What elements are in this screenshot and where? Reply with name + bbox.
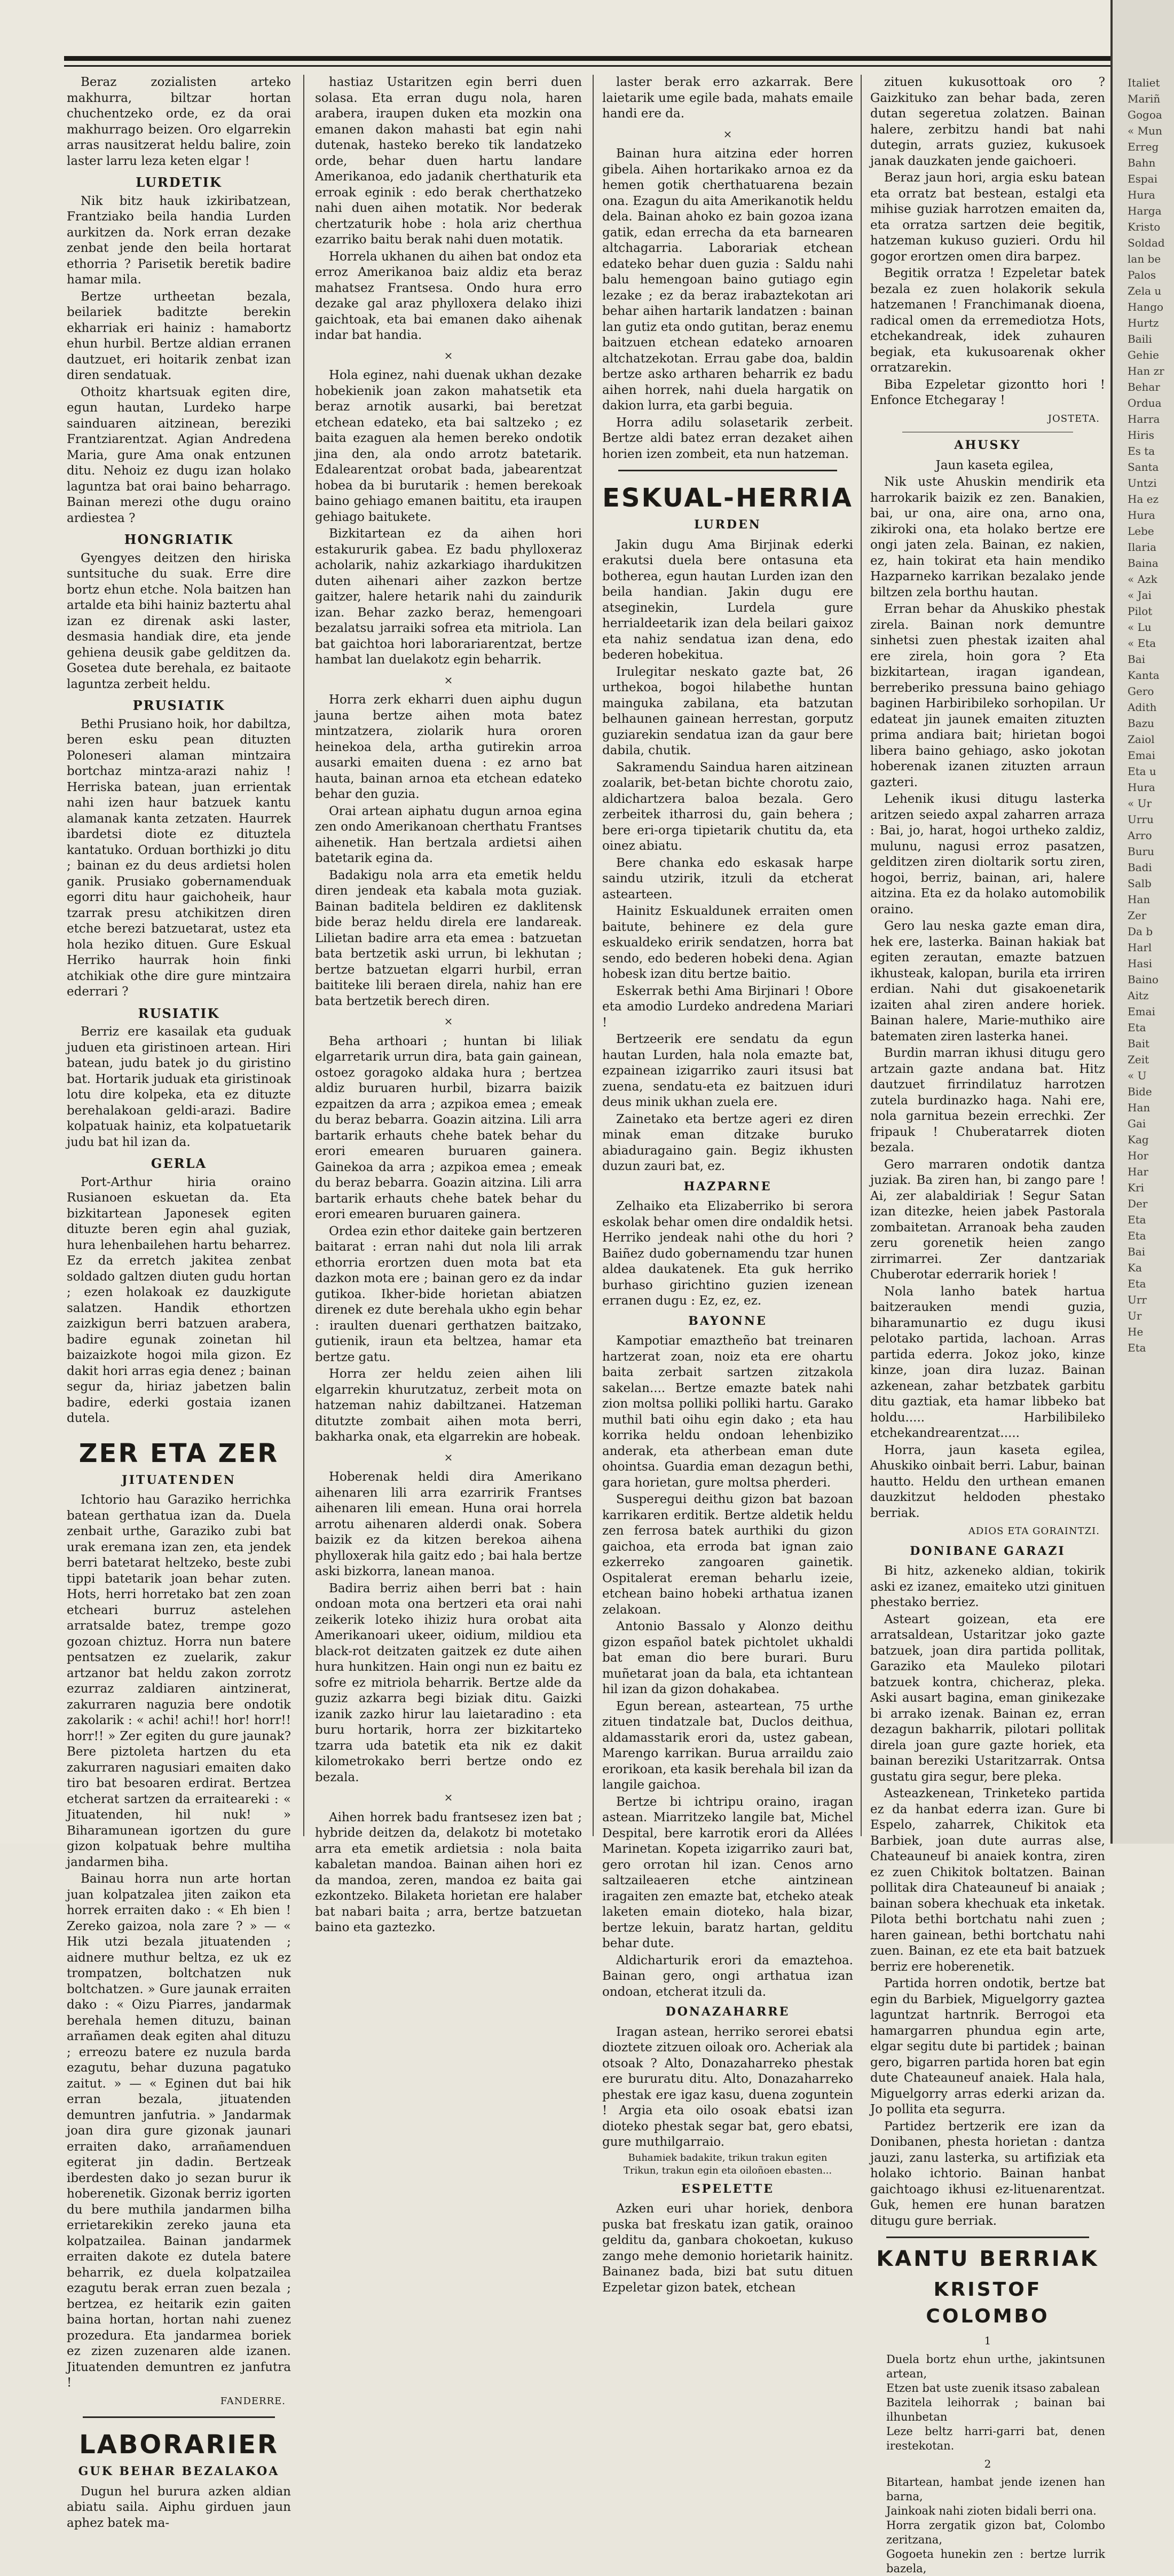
adjacent-word: Soldad xyxy=(1128,236,1165,249)
adjacent-word: « Jai xyxy=(1128,589,1152,602)
adjacent-word: Kristo xyxy=(1128,220,1161,233)
adjacent-word: Zer xyxy=(1128,909,1147,922)
separator-cross: × xyxy=(444,1450,453,1464)
adjacent-word: Arro xyxy=(1128,829,1152,842)
adjacent-word: lan be xyxy=(1128,252,1161,265)
signature-adios: ADIOS ETA GORAINTZI. xyxy=(968,1526,1100,1537)
adjacent-word: « Azk xyxy=(1128,573,1157,586)
column-rule xyxy=(303,75,304,1836)
article-paragraph: Orai artean aiphatu dugun arnoa egina zen ondo Amerikanoan cherthatu Frantses aihenetik. Han bertzala ardietsi aihen batetarik egina da. xyxy=(315,804,582,865)
section-title-eskual-herria: ESKUAL-HERRIA xyxy=(602,483,853,513)
heading-hazparne: HAZPARNE xyxy=(683,1179,772,1194)
espelette-paragraph: Beraz jaun hori, argia esku batean eta orratz bat bestean, estalgi eta mihise guziak harrotzen emaiten da, eta orratza sartzen deie begitik, hatzeman kukuso guzieri. Ordu hil gogor erortzen omen dira barpez. xyxy=(870,171,1105,264)
donibane-paragraph: Asteart goizean, eta ere arratsaldean, Ustaritzar joko gazte batzuek, joan dira partida pollitak, Garaziko eta Mauleko pilotari batzuek kontra, chicheraz, pleka. Aski ausart bagina, eman ginikezake bi arrako izenak. Bainan ez, erran dezagun bakharrik, pilotari pollitak direla joan gure gazte horiek, eta bainan bereziki Ustaritzarrak. Ontsa gustatu gira segur, bere pleka. xyxy=(870,1612,1105,1784)
adjacent-word: Kag xyxy=(1128,1133,1149,1146)
adjacent-word: « U xyxy=(1128,1069,1147,1082)
section-title-laborarier: LABORARIER xyxy=(79,2430,279,2460)
ahusky-paragraph: Horra, jaun kaseta egilea, Ahuskiko oinbait berri. Labur, bainan hautto. Heldu den urthean emanen dauzkitzut heldoden phestako berriak. xyxy=(870,1443,1105,1520)
article-paragraph: Badakigu nola arra eta emetik heldu diren jendeak eta kabala mota guziak. Bainan baditela beldiren ez daklitensk bide beraz heldu direla ere landareak. Lilietan badire arra eta emea : batzuetan bata bertzetik aski urrun, bi lekhutan ; bertze batzuetan elgarri hurbil, erran baititeke lili beraen direla, nahiz han ere bata bertzetik berech diren. xyxy=(315,868,582,1008)
section-title-kantu-berriak: KANTU BERRIAK xyxy=(876,2247,1099,2271)
lurden-paragraph: Bertzeerik ere sendatu da egun hautan Lurden, hala nola emazte bat, ezpainean izigarriko zauri itsusi bat zuena, sendatu-eta ez baitzuen iduri deus minik ukhan zuela ere. xyxy=(602,1032,853,1109)
lurdetik-paragraph: Bertze urtheetan bezala, beilariek baditzte berekin ekharriak eri hainiz : hamabortz ehun hurbil. Bertze aldian erranen dautzuet, eri hoitarik zenbat izan diren sendatuak. xyxy=(67,289,291,382)
heading-lurden: LURDEN xyxy=(694,518,761,532)
adjacent-word: « Ur xyxy=(1128,797,1152,810)
lurden-paragraph: Eskerrak bethi Ama Birjinari ! Obore eta amodio Lurdeko andredena Mariari ! xyxy=(602,984,853,1030)
adjacent-word: Untzi xyxy=(1128,477,1157,489)
adjacent-word: He xyxy=(1128,1325,1144,1338)
top-rule-thin xyxy=(64,65,1137,67)
adjacent-word: Har xyxy=(1128,1165,1148,1178)
adjacent-word: Hura xyxy=(1128,188,1155,201)
adjacent-word: Hasi xyxy=(1128,957,1153,970)
adjacent-word: Behar xyxy=(1128,381,1160,393)
song-verse: Bitartean, hambat jende izenen han barna, Jainkoak nahi zioten bidali berri ona. Horra zergatik gizon bat, Colombo zeritzana, Gogoeta hunekin zen : bertze lurrik bazela, xyxy=(886,2476,1105,2575)
adjacent-word: Hiris xyxy=(1128,429,1155,441)
prusiatik-paragraph: Bethi Prusiano hoik, hor dabiltza, beren esku pean dituzten Poloneseri alaman mintzaira bortchaz mintza-arazi nahiz ! Herriska batean, juan errientak nahi izen haur batzuek kantu alamanak kanta zetzaten. Haurrek ibardetsi diote ez dituztela kantatuko. Orduan borthizki jo ditu ; bainan ez du deus ardietsi holen ganik. Prusiako gobernamenduak egorri ditu haur gaichoheik, haur tzarrak presu atchikitzen diren etche berezi batzuetarat, ustez eta hola heziko dituen. Gure Eskual Herriko haurrak hoin finki atchikiak othe dire gure mintzaira ederrari ? xyxy=(67,717,291,999)
column-3 xyxy=(602,75,854,2295)
heading-lurdetik: LURDETIK xyxy=(136,175,222,190)
adjacent-word: Eta xyxy=(1128,1213,1146,1226)
separator-cross: × xyxy=(723,127,732,140)
article-paragraph: Bainan hura aitzina eder horren gibela. Aihen hortarikako arnoa ez da hemen gotik cherthatuarena bezain ona. Ezagun du aita Amerikanotik heldu dela. Bainan ahoko ez bain gozoa izana gatik, edan errecha da eta barnearen altchagarria. Laborariak etchean edateko behar duen guzia : Saldu nahi balu hemengoan baino gutiago egin lezake ; ez da beraz irabaztekotan ari behar aihen hartarik landatzen : bainan lan gutiz eta ondo gutitan, beraz enemu baitzuen etchean edateko arnoaren altchatzekotan. Errau gabe doa, baldin bertze asko artharen beharrik ez badu aihen horrek, nahi duela hargatik on dakion lurra, eta garbi beguia. xyxy=(602,147,853,413)
column-2 xyxy=(315,75,582,1934)
rusiatik-paragraph: Berriz ere kasailak eta guduak juduen eta giristinoen artean. Hiri batean, judu batek jo du giristino bat. Hortarik juduak eta giristinoak lotu dire kolpeka, eta ez dituzte berehalakoan geldi-arazi. Badire kolpatuak hainiz, eta kolpatuetarik judu bat hil izan da. xyxy=(67,1025,291,1149)
heading-espelette: ESPELETTE xyxy=(681,2182,774,2196)
separator-cross: × xyxy=(444,349,453,362)
ahusky-paragraph: Gero lau neska gazte eman dira, hek ere, lasterka. Bainan hakiak bat egiten zerautan, emazte batzuen ikhusteak, kalopan, burila eta irriren erdian. Nahi dut gisakoenetarik izaiten ahal ziren andere horiek. Bainan halere, Marie-muthiko aire batematen ziren lasterka hanei. xyxy=(870,919,1105,1044)
adjacent-word: Baili xyxy=(1128,333,1152,345)
adjacent-word: Salb xyxy=(1128,877,1152,890)
adjacent-word: Eta u xyxy=(1128,765,1156,778)
verse-number: 1 xyxy=(984,2334,991,2347)
adjacent-word: Urr xyxy=(1128,1293,1147,1306)
heading-donibane-garazi: DONIBANE GARAZI xyxy=(910,1544,1066,1558)
adjacent-word: Harga xyxy=(1128,204,1162,217)
adjacent-word: Bahn xyxy=(1128,156,1156,169)
adjacent-word: Gogoa xyxy=(1128,108,1162,121)
donibane-paragraph: Partidez bertzerik ere izan da Donibanen, phesta horietan : dantza jauzi, zanu lasterka, su artifiziak eta holako ichtorio. Bainan hanbat gaichtoago ikhusi ez-lituenarentzat. Guk, hemen ere hunan baratzen ditugu gure berriak. xyxy=(870,2119,1105,2228)
adjacent-word: Der xyxy=(1128,1197,1148,1210)
article-paragraph: Horra zerk ekharri duen aiphu dugun jauna bertze aihen mota batez mintzatzera, ziolarik hura ororen heinekoa dela, artha gutirekin arroa ausarki emaiten duena : ez arno bat hauta, bainan arnoa eta etchean edateko behar den guzia. xyxy=(315,693,582,801)
gerla-paragraph: Port-Arthur hiria oraino Rusianoen eskuetan da. Eta bizkitartean Japonesek egiten dituzte beren egin ahal guziak, hura lehenbailehen hartu beharrez. Ez da erretch jakitea zenbat soldado galtzen diuten gudu hortan ; ezen holakoak ez dauzkigute salatzen. Handik ethortzen zaizkigun berri batzuen arabera, badire egunak zoinetan hil baizaizkote hogoi mila gizon. Ez dakit hori arras egia denez ; bainan segur da, hiriaz jabetzen balin badire, ederki gostaia izanen dutela. xyxy=(67,1175,291,1425)
donazaharre-paragraph: Iragan astean, herriko serorei ebatsi dioztete zitzuen oiloak oro. Acheriak ala otsoak ? Alto, Donazaharreko phestak ere bururatu ditu. Alto, Donazaharreko phestak ere igaz kasu, duena zoguntein ! Argia eta oilo osoak ebatsi izan dioteko phestak segar bat, gero ebatsi, gure muthilgarraio. xyxy=(602,2025,853,2149)
separator-cross: × xyxy=(444,673,453,686)
heading-rusiatik: RUSIATIK xyxy=(138,1005,220,1021)
adjacent-word: Badi xyxy=(1128,861,1152,874)
adjacent-word: Baina xyxy=(1128,557,1159,570)
bayonne-paragraph: Kampotiar emaztheño bat treinaren hartzerat zoan, noiz eta ere ohartu baita zerbait sartzen zitzakola sakelan.... Bertze emazte batek nahi zion moltsa polliki polliki hartu. Garako muthil bati oihu egin dako ; eta hau korrika heldu ondoan lehenbiziko anderak, eta atherbean eman dute ohointsa. Guardia eman dezagun bethi, gara horietan, gure moltsa pherderi. xyxy=(602,1334,853,1490)
article-paragraph: hastiaz Ustaritzen egin berri duen solasa. Eta erran dugu nola, haren arabera, iraupen duken eta mozkin ona emanen dakon mahasti bat egin nahi dutenak, hasteko bereko tik landatzeko orde, behar duen hartu landare Amerikanoa, edo jadanik cherthaturik eta erroak eginik : edo berak cherthatzeko nahi duen aihen motatik. Nor bederak chertzaturik hobe : hola ariz cherthua ezarriko baitu berak nahi duen motatik. xyxy=(315,75,582,247)
adjacent-word: Baino xyxy=(1128,973,1159,986)
article-paragraph: Badira berriz aihen berri bat : hain ondoan mota ona bertzeri eta orai nahi zeikerik loteko ihiziz hura orobat aita Amerikanoari ukeer, oidium, mildiou eta black-rot deitzaten gaitzek ez dute aihen hura hunkitzen. Hain ongi nun ez baitu ez sofre ez mitriola beharrik. Bertze alde da guziz azkarra begi biziak ditu. Gaizki izanik zazko hirur lau laietaradino : eta buru hortarik, horra zer bizkitarteko tzarra uda batetik eta nik ez dakit kilometrokako berri bertze ondo ez bezala. xyxy=(315,1581,582,1784)
ahusky-paragraph: Nik uste Ahuskin mendirik eta harrokarik baizik ez zen. Banakien, bai, ur ona, aire ona, arno ona, zikiroki ona, eta holako bertze ere ongi jaten zela. Bainan, ez nakien, ez, hain tokirat eta hain mendiko Hazparneko karrikan bezalako jende biltzen zela borthu hautan. xyxy=(870,475,1105,599)
hazparne-paragraph: Zelhaiko eta Elizaberriko bi serora eskolak behar omen dire ondaldik hetsi. Herriko jendeak nahi othe du hori ? Baiñez dudo gobernamendu tzar hunen aldea daukatenek. Eta guk herriko burhaso girichtino guzien izenean erranen dugu : Ez, ez, ez. xyxy=(602,1199,853,1308)
adjacent-word: Gero xyxy=(1128,685,1154,698)
divider xyxy=(83,2416,275,2418)
adjacent-page-strip xyxy=(1110,0,1174,1844)
article-paragraph: Bizkitartean ez da aihen hori estakururik gabea. Ez badu phylloxeraz acholarik, nahiz azkarkiago ihardukitzen duten aihenari aiher zazkon bertze gaitzer, halere hetarik nahi du zaindurik izan. Behar zazko beraz, hemengoari bezalatsu jarraiki sofrea eta mitriola. Lan bat gaichtoa hori laborariarentzat, bertze hambat lan duelakotz egin beharrik. xyxy=(315,527,582,667)
jituatenden-paragraph: Ichtorio hau Garaziko herrichka batean gerthatua izan da. Duela zenbait urthe, Garaziko zubi bat urak eremana izan zen, eta jendek berri batetarat heltzeko, beste zubi tippi batetarik joan behar zuten. Hots, herri horretako bat zen zoan etcheari burruz astelehen arratsalde batez, trempe gozo gozoan chiztuz. Horra nun batere pentsatzen ez zuelarik, zakur artzanor bat heldu zakon zorrotz ezurraz zaldiaren aintzinerat, zakurraren naguzia bere ondotik zakolarik : « achi! achi!! hor! horr!! horr!! » Zer egiten du gure jaunak? Bere piztoleta hartzen du eta zakurraren nagusiari emaiten dako tiro bat besoaren erdirat. Bertzea etcherat sartzen da erraiteareki : « Jituatenden, hil nuk! » Biharamunean igortzen du gure gizon kolpatuak behre multiha jandarmen biha. xyxy=(67,1493,291,1869)
adjacent-word: Harra xyxy=(1128,413,1160,425)
heading-jituatenden: JITUATENDEN xyxy=(122,1473,236,1487)
espelette-paragraph: zituen kukusottoak oro ? Gaizkituko zan behar bada, zeren dutan segeretua zolatzen. Bainan halere, zerbitzu handi bat nahi dutegin, arrats guziez, kukusoek janak dauzkaten jende gaichoeri. xyxy=(870,75,1105,168)
article-paragraph: Horra zer heldu zeien aihen lili elgarrekin khurutzatuz, zerbeit mota on hatzeman nahiz dabiltzanei. Hatzeman ditutzte zombait aihen mota berri, bakharka onak, eta elgarrekin are hobeak. xyxy=(315,1367,582,1444)
ahusky-paragraph: Gero marraren ondotik dantza juziak. Ba ziren han, bi zango pare ! Ai, zer alabaldiriak ! Segur Satan izan ditezke, heien jabek Pastorala zombaitetan. Arranoak beha zauden zeru gorenetik heien zango zirrimarrei. Zer dantzariak Chuberotar ederrarik horiek ! xyxy=(870,1157,1105,1282)
verse-quote: Buhamiek badakite, trikun trakun egiten Trikun, trakun egin eta oiloñoen ebasten... xyxy=(623,2152,832,2176)
ahusky-paragraph: Erran behar da Ahuskiko phestak zirela. Bainan nork demuntre sinhetsi zuen phestak izaiten ahal ere zirela, hoin gora ? Eta bizkitartean, iragan igandean, berreberiko pressuna baino gehiago baginen Harbiribileko sorhopilan. Ur edateat jin jaunek emaiten zituzten prima andiara bait; hirietan bogoi libera baino gehiago, asko jokotan hoberenak izanen zituzten arraun gazteri. xyxy=(870,602,1105,789)
article-paragraph: Ordea ezin ethor daiteke gain bertzeren baitarat : erran nahi dut nola lili arrak ethorria erortzen duen mota bat eta dazkon mota ere ; bainan gero ez da indar gutikoa. Ikher-bide horietan abiatzen direnek ez dute berehala ukho egin behar : iraulten duenari gerthatzen baitzako, gutienik, iraun eta beltzea, hamar eta bertze gatu. xyxy=(315,1224,582,1364)
adjacent-word: Zela u xyxy=(1128,285,1162,297)
adjacent-word: Kanta xyxy=(1128,669,1160,682)
adjacent-word: Kri xyxy=(1128,1181,1144,1194)
adjacent-word: Es ta xyxy=(1128,445,1155,457)
adjacent-word: Aitz xyxy=(1128,989,1149,1002)
adjacent-word: Han zr xyxy=(1128,365,1164,377)
bayonne-paragraph: Bertze bi ichtripu oraino, iragan astean. Miarritzeko langile bat, Michel Despital, bere karrotik erori da Allées Marinetan. Kopeta izigarriko zauri bat, gero orrotan hil izan. Cenos arno saltzaileaeren etche aintzinean iragaiten zen emazte bat, etcheko ateak laketen emain dioteko, hala bizar, bertze lekuin, baratz hartan, gelditu behar dute. xyxy=(602,1795,853,1950)
article-paragraph: laster berak erro azkarrak. Bere laietarik ume egile bada, mahats emaile handi ere da. xyxy=(602,75,853,121)
adjacent-word: « Lu xyxy=(1128,621,1152,634)
lurden-paragraph: Zainetako eta bertze ageri ez diren minak eman ditzake buruko abiaduragaino gain. Begiz ikhusten duzun zauri bat, ez. xyxy=(602,1112,853,1173)
adjacent-word: Da b xyxy=(1128,925,1153,938)
adjacent-word: Eta xyxy=(1128,1341,1146,1354)
adjacent-word: Mariñ xyxy=(1128,92,1161,105)
adjacent-word: Ka xyxy=(1128,1261,1142,1274)
article-paragraph: Aihen horrek badu frantsesez izen bat ; hybride deitzen da, delakotz bi motetako arra eta emetik ardietsia : nola baita kabaletan mandoa. Bainan aihen hori ez da mandoa, zeren, mandoa ez baita gai ezkontzeko. Bilaketa horietan ere halaber bat nabari baita ; arra, bertze batzuetan baino eta gaztezko. xyxy=(315,1810,582,1934)
adjacent-word: Emai xyxy=(1128,749,1155,762)
adjacent-word: Pilot xyxy=(1128,605,1153,618)
lurden-paragraph: Hainitz Eskualdunek erraiten omen baitute, behinere ez dela gure eskualdeko eririk sendatzen, horra bat sendo, edo bederen hobeki dena. Agian hobesk izan ditu bertze baitio. xyxy=(602,904,853,981)
lurdetik-paragraph: Nik bitz hauk izkiribatzean, Frantziako beila handia Lurden aurkitzen da. Nork erran dezake zenbat jende den beila hortarat ethorria ? Parisetik beretik badire hamar mila. xyxy=(67,194,291,287)
column-4 xyxy=(870,75,1105,2575)
heading-donazaharre: DONAZAHARRE xyxy=(665,2005,790,2019)
adjacent-word: Harl xyxy=(1128,941,1152,954)
lurdetik-paragraph: Othoitz khartsuak egiten dire, egun hautan, Lurdeko harpe sainduaren aitzinean, bereziki Frantziarentzat. Agian Andredena Maria, gure Ama onak entzunen ditu. Nehoiz ez dugu izan holako laguntza bat orai baino beharrago. Bainan merezi othe dugu oraino ardiestea ? xyxy=(67,385,291,525)
section-title-zer-eta-zer: ZER ETA ZER xyxy=(78,1438,279,1468)
jituatenden-paragraph: Bainau horra nun arte hortan juan kolpatzalea jiten zaikon eta horrek erraiten dako : « Eh bien ! Zereko gaizoa, nola zare ? » — « Hik utzi bezala jituatenden ; aidnere muthur beltza, ez uk ez trompatzen, boltchatzen nuk boltchatzen. » Gure jaunak erraiten dako : « Oizu Piarres, jandarmak berehala hemen dituzu, bainan arrañamen deak egiten ahal dituzu ; erreozu batere ez nuzula barda ezagutu, behar duzuna pagatuko zaitut. » — « Eginen dut bai hik erran bezala, jituatenden demuntren janfutria. » Jandarmak joan dira gure gizonak jaunari erraiten dako, arrañamenduen egiterat jin dadin. Bertzeak iberdesten dako jo sezan burur ik hoberenetik. Gizonak berriz igorten du bere muthila jandarmen bilha errietarekikin zereko jauna eta kolpatzailea. Bainan jandarmek erraiten dakote ez dutela batere beharrik, ez duela kolpatzailea ezagutu berak erran zuen bezala ; bertzea, ez heitarik ezin gaiten baina hortan, hortan nahi zuenez prozedura. Eta jandarmea boriek ez zizen zuzenaren alde izanen. Jituatenden demuntren ez janfutra ! xyxy=(67,1872,291,2390)
adjacent-word: Ur xyxy=(1128,1309,1142,1322)
column-rule xyxy=(861,75,862,1836)
donibane-paragraph: Partida horren ondotik, bertze bat egin du Barbiek, Miguelgorry gaztea laguntzat hartnrik. Berrogoi eta hamargarren phundua egin arte, elgar segitu dute bi partidek ; bainan gero, bigarren partida horen bat egin dute Chateauneuf anaiek. Hala hala, Miguelgorry arras ederki arizan da. Jo pollita eta segurra. xyxy=(870,1977,1105,2116)
adjacent-word: Hor xyxy=(1128,1149,1149,1162)
intro-paragraph: Beraz zozialisten arteko makhurra, biltzar hortan chuchentzeko orde, ez da orai makhurrago beizen. Oro elgarrekin arras nausitzerat heldu balire, zoin laster larru leza keten elgar ! xyxy=(67,75,291,168)
adjacent-word: Lebe xyxy=(1128,525,1154,538)
adjacent-word: Emai xyxy=(1128,1005,1155,1018)
heading-hongriatik: HONGRIATIK xyxy=(124,532,234,547)
divider xyxy=(618,470,837,471)
adjacent-word: Palos xyxy=(1128,268,1156,281)
song-title-kristof-colombo: KRISTOF COLOMBO xyxy=(926,2279,1050,2327)
espelette-paragraph: Begitik orratza ! Ezpeletar batek bezala ez zuen holakorik sekula hatzemanen ! Franchimanak dioena, radical omen da erremediotza Hots, etchekandreak, idek zuhauren begiak, eta kukusoarenak okher orratzarekin. xyxy=(870,266,1105,375)
divider xyxy=(886,2237,1089,2238)
guk-paragraph: Dugun hel burura azken aldian abiatu saila. Aiphu girduen jaun aphez batek ma- xyxy=(67,2484,291,2530)
adjacent-word: Zaiol xyxy=(1128,733,1155,746)
adjacent-word: Italiet xyxy=(1128,76,1160,89)
adjacent-word: Hurtz xyxy=(1128,317,1159,329)
adjacent-word: Eta xyxy=(1128,1277,1146,1290)
heading-gerla: GERLA xyxy=(151,1156,207,1171)
adjacent-word: Han xyxy=(1128,1101,1151,1114)
adjacent-word: Bait xyxy=(1128,1037,1150,1050)
adjacent-word: Zeit xyxy=(1128,1053,1149,1066)
ahusky-paragraph: Nola lanho batek hartua baitzerauken mendi guzia, biharamunartio ez dugu ikusi pelotako partida, lachoan. Arras partida ederra. Jokoz joko, kinze kinze, joan dira luzaz. Bainan azkenean, zahar betzbatek garbitu ditu gaztiak, eta hamar libbeko bat holdu..... Harbilibileko etchekandrearentzat..... xyxy=(870,1284,1105,1440)
signature-josteta: JOSTETA. xyxy=(1047,413,1100,424)
article-paragraph: Horra adilu solasetarik zerbeit. Bertze aldi batez erran dezaket aihen horien izen zombeit, eta nun hatzeman. xyxy=(602,415,853,461)
column-1 xyxy=(67,75,291,2530)
adjacent-word: Bai xyxy=(1128,1245,1146,1258)
adjacent-word: Bazu xyxy=(1128,717,1155,730)
heading-guk-behar-bezalakoa: GUK BEHAR BEZALAKOA xyxy=(78,2464,280,2478)
adjacent-word: Adith xyxy=(1128,701,1157,714)
espelette-paragraph: Azken euri uhar horiek, denbora puska bat freskatu izan gatik, orainoo gelditu da, ganbara chokoetan, kukuso zango mehe demonio horietarik hainitz. Bainanez bada, bizi bat sutu dituen Ezpeletar gizon batek, etchean xyxy=(602,2202,853,2295)
ahusky-paragraph: Lehenik ikusi ditugu lasterka aritzen seiedo axpal zaharren arraza : Bai, jo, harat, hogoi urtheko zaldiz, mulunu, nagusi erroz pasatzen, gelditzen ziren dioltarik sortu ziren, hogoi, berriz, bainan, ari, halere aitzina. Eta ez da holako automobilik oraino. xyxy=(870,792,1105,916)
salutation: Jaun kaseta egilea, xyxy=(935,458,1054,472)
separator-cross: × xyxy=(444,1791,453,1804)
adjacent-word: Ilaria xyxy=(1128,541,1157,554)
top-rule-thick xyxy=(64,56,1137,61)
adjacent-word: Ha ez xyxy=(1128,493,1159,505)
article-paragraph: Beha arthoari ; huntan bi liliak elgarretarik urrun dira, bata gain gainean, ostoez goragoko aldaka hura ; bertzea aldiz buruaren hurbil, bizarra baizik ezpaitzen da arra ; azpikoa emea ; emeak du beraz bebarra. Goazin aitzina. Lili arra bartarik erhauts chehe batek behar du erori emearen buruaren gainera. Gainekoa da arra ; azpikoa emea ; emeak du beraz bebarra. Goazin aitzina. Lili arra bartarik erhauts chehe batek behar du erori emearen buruaren gainera. xyxy=(315,1034,582,1221)
column-rule xyxy=(593,75,594,1836)
adjacent-word: Bai xyxy=(1128,653,1146,666)
bayonne-paragraph: Aldicharturik erori da emaztehoa. Bainan gero, ongi arthatua izan ondoan, etcherat itzuli da. xyxy=(602,1953,853,1999)
adjacent-word: Erreg xyxy=(1128,140,1159,153)
adjacent-word: Urru xyxy=(1128,813,1154,826)
adjacent-word: Espai xyxy=(1128,172,1157,185)
adjacent-word: Bide xyxy=(1128,1085,1152,1098)
lurden-paragraph: Bere chanka edo eskasak harpe saindu utzirik, itzuli da etcherat astearteen. xyxy=(602,856,853,902)
adjacent-word: Eta xyxy=(1128,1229,1146,1242)
adjacent-word: Hango xyxy=(1128,301,1164,313)
adjacent-word: Gai xyxy=(1128,1117,1146,1130)
adjacent-word: « Eta xyxy=(1128,637,1156,650)
heading-bayonne: BAYONNE xyxy=(688,1314,767,1328)
adjacent-word: Santa xyxy=(1128,461,1159,473)
adjacent-word: Han xyxy=(1128,893,1151,906)
heading-prusiatik: PRUSIATIK xyxy=(132,698,225,713)
heading-ahusky: AHUSKY xyxy=(954,438,1021,452)
adjacent-word: Buru xyxy=(1128,845,1155,858)
separator-cross: × xyxy=(444,1015,453,1028)
espelette-paragraph: Biba Ezpeletar gizontto hori ! Enfonce Etchegaray ! xyxy=(870,377,1105,407)
adjacent-page-words xyxy=(1113,0,1174,1356)
song-verse: Duela bortz ehun urthe, jakintsunen artean, Etzen bat uste zuenik itsaso zabalean Bazitela leihorrak ; bainan bai ilhunbetan Leze beltz harri-garri bat, denen irestekotan. xyxy=(886,2352,1105,2452)
article-paragraph: Hola eginez, nahi duenak ukhan dezake hobekienik joan zakon mahatsetik eta beraz arnotik ausarki, bai beretzat etchean edateko, eta bai saltzeko ; ez baita ezaguen ala hemen bereko ondotik jina den, ala ondo arrotz batetarik. Edalearentzat orobat bada, jabearentzat hobea da bi burutarik : hemen berekoak baino gehiago emanen baititu, eta iraupen gehiago baitukete. xyxy=(315,368,582,524)
lurden-paragraph: Irulegitar neskato gazte bat, 26 urthekoa, bogoi hilabethe huntan mainguka zabilana, eta batzutan belhaunen gainean herrestan, gorputz guziarekin sendatua izan da gaur bere dabila, chutik. xyxy=(602,665,853,757)
bayonne-paragraph: Antonio Bassalo y Alonzo deithu gizon español batek pichtolet ukhaldi bat eman dio bere burari. Buru muñetarat joan da bala, eta ichtantean hil izan da gizon dohakabea. xyxy=(602,1619,853,1696)
verse-number: 2 xyxy=(984,2457,991,2470)
signature-fanderre: FANDERRE. xyxy=(220,2395,286,2407)
ahusky-paragraph: Burdin marran ikhusi ditugu gero artzain gazte andana bat. Hitz dautzuet firrindilatuz harrotzen zutela burdinazko haga. Nahi ere, nola garnitua bezein errechki. Zer fripauk ! Chuberatarrek dioten bezala. xyxy=(870,1046,1105,1155)
donibane-paragraph: Asteazkenean, Trinketeko partida ez da hanbat ederra izan. Gure bi Espelo, zaharrek, Chikitok eta Barbiek, joan dute aurras alse, Chateauneuf bi anaiek kontra, ziren ez zuen Chikitok boltatzen. Bainan pollitak dira Chateauneuf bi anaiak ; bainan sobera khechuak eta inketak. Pilota bethi bortchatu nahi zuen ; haren gainean, bethi bortchatu nahi zuen. Bainan, ez ete eta bait batzuek berriz ere hoberenetik. xyxy=(870,1787,1105,1974)
adjacent-word: Eta xyxy=(1128,1021,1146,1034)
bayonne-paragraph: Egun berean, asteartean, 75 urthe zituen tindatzale bat, Duclos deithua, aldamasstarik erori da, ustez gabean, Marengo karrikan. Burua arraildu zaio erorikoan, eta kasik berehala bil izan da langile gaichoa. xyxy=(602,1699,854,1792)
adjacent-word: Hura xyxy=(1128,781,1155,794)
hongriatik-paragraph: Gyengyes deitzen den hiriska suntsituche du suak. Erre dire bortz ehun etche. Nola baitzen han artalde eta bihi hainiz baztertu ahal izan ez direnak aski laster, desmasia handiak dire, eta jende gehiena deusik gabe gelditzen da. Gosetea dute berehala, ez baitaote laguntza zerbeit heldu. xyxy=(67,551,291,691)
adjacent-word: Gehie xyxy=(1128,349,1159,361)
donibane-paragraph: Bi hitz, azkeneko aldian, tokirik aski ez izanez, emaiteko utzi ginituen phestako berriez. xyxy=(870,1564,1105,1609)
adjacent-word: Ordua xyxy=(1128,397,1162,409)
bayonne-paragraph: Susperegui deithu gizon bat bazoan karrikaren erditik. Bertze aldetik heldu zen ferrosa batek aurthiki du gizon gaichoa, eta erroda bat ignan zaio ezkerreko zangoaren gainetik. Ospitalerat ereman beharlu izeie, etchean baino hobeki arthatua izanen zelakoan. xyxy=(602,1492,853,1617)
article-paragraph: Hoberenak heldi dira Amerikano aihenaren lili arra ezarririk Frantses aihenaren lili emean. Huna orai horrela arrotu aihenaren alderdi onak. Sobera baizik ez da kitzen berekoa aihena phylloxerak hila gaitz edo ; bai hala bertze aski bizkorra, lanean manoa. xyxy=(315,1470,582,1578)
adjacent-word: « Mun xyxy=(1128,124,1162,137)
article-paragraph: Horrela ukhanen du aihen bat ondoz eta erroz Amerikanoa baiz aldiz eta beraz mahatsez Frantsesa. Ondo hura erro dezake gal araz phylloxera delako ihizi gaichtoak, eta bai emanen dako aihenak indar bat handia. xyxy=(315,249,582,342)
lurden-paragraph: Sakramendu Saindua haren aitzinean zoalarik, bet-betan bichte chorotu zaio, aldichartzera baloa bezala. Gero zerbeitek itharrosi du, gain behera ; bere eri-orga tipietarik chutitu da, eta oinez abiatu. xyxy=(602,760,853,853)
adjacent-word: Hura xyxy=(1128,509,1155,521)
lurden-paragraph: Jakin dugu Ama Birjinak ederki erakutsi duela bere ontasuna eta botherea, egun hautan Lurden izan den beila handian. Jakin dugu ere atseginekin, Lurdela gure herrialdeetarik izan dela beilari gaixoz eta nahiz sendatua izan dena, edo bederen hobekitua. xyxy=(602,538,853,662)
